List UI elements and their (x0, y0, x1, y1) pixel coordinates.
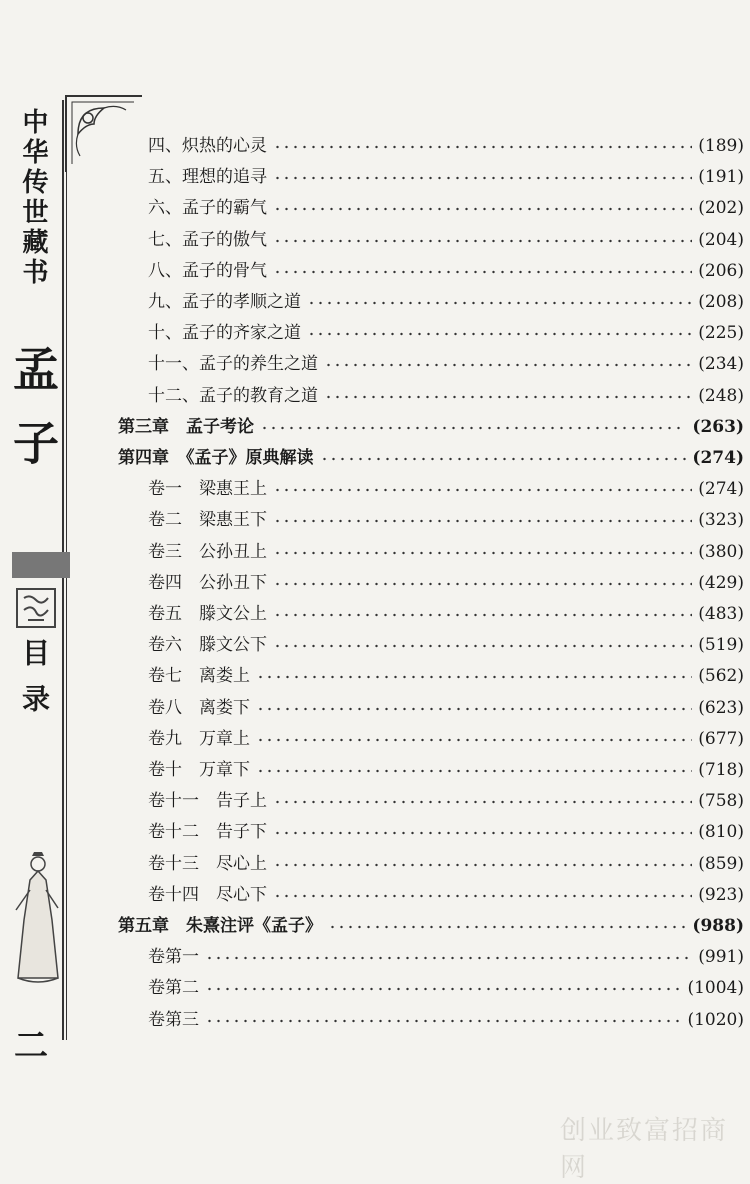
toc-entry (118, 688, 744, 718)
toc-entry (118, 188, 744, 218)
toc-entry-title: 第四章 《孟子》原典解读 (118, 448, 314, 468)
toc-entry-page: (859) (698, 853, 744, 874)
dot-leader (273, 643, 692, 649)
toc-entry-page: (483) (698, 604, 744, 624)
dot-leader (273, 550, 692, 556)
toc-entry-page: (923) (698, 884, 744, 905)
dot-leader (273, 487, 692, 493)
dot-leader (273, 862, 692, 868)
toc-entry-title: 十、孟子的齐家之道 (148, 323, 301, 344)
dot-leader (273, 893, 692, 899)
toc-entry-page: (988) (692, 916, 744, 936)
dot-leader (205, 1018, 681, 1024)
toc-entry-page: (991) (698, 947, 744, 968)
dot-leader (273, 175, 692, 181)
toc-entry (118, 251, 744, 281)
dot-leader (307, 300, 692, 306)
toc-entry-page: (562) (698, 666, 744, 687)
dot-leader (256, 706, 692, 712)
dot-leader (273, 612, 692, 618)
dot-leader (273, 206, 692, 212)
toc-entry-title: 卷第三 (148, 1009, 199, 1030)
toc-entry (118, 469, 744, 499)
toc-entry-page: (208) (698, 292, 744, 312)
toc-entry-page: (274) (692, 448, 744, 468)
toc-entry-page: (810) (698, 822, 744, 843)
toc-entry-title: 卷五 滕文公上 (148, 604, 267, 624)
toc-entry-page: (758) (698, 791, 744, 812)
toc-entry-title: 七、孟子的傲气 (148, 229, 267, 250)
toc-entry-page: (677) (698, 728, 744, 749)
dot-leader (256, 674, 692, 680)
toc-entry-page: (274) (698, 479, 744, 500)
grey-band (12, 552, 70, 578)
toc-entry (118, 719, 744, 749)
toc-entry-title: 卷十四 尽心下 (148, 884, 267, 905)
toc-entry-title: 五、理想的追寻 (148, 167, 267, 188)
dot-leader (260, 425, 686, 431)
toc-entry-title: 卷二 梁惠王下 (148, 510, 267, 531)
toc-entry (118, 1000, 744, 1030)
toc-entry-title: 卷九 万章上 (148, 728, 250, 749)
toc-entry (118, 220, 744, 250)
dot-leader (324, 394, 692, 400)
toc-entry (118, 282, 744, 312)
toc-entry (118, 781, 744, 811)
toc-entry-title: 卷七 离娄上 (148, 666, 250, 687)
toc-entry-page: (380) (698, 541, 744, 562)
toc-entry-page: (206) (698, 260, 744, 281)
dot-leader (205, 955, 692, 961)
dot-leader (273, 518, 692, 524)
toc-entry-title: 卷六 滕文公下 (148, 635, 267, 656)
dot-leader (307, 331, 692, 337)
toc-entry-page: (323) (698, 510, 744, 531)
toc-entry-title: 卷十二 告子下 (148, 822, 267, 843)
toc-entry (118, 968, 744, 998)
toc-entry-page: (623) (698, 697, 744, 718)
dot-leader (320, 456, 687, 462)
toc-entry-title: 卷一 梁惠王上 (148, 479, 267, 500)
dot-leader (256, 737, 692, 743)
toc-entry-page: (1020) (687, 1009, 744, 1030)
dot-leader (273, 269, 692, 275)
toc-entry-page: (204) (698, 229, 744, 250)
toc-entry-page: (248) (698, 385, 744, 406)
toc-entry-title: 十一、孟子的养生之道 (148, 354, 318, 375)
toc-entry-page: (225) (698, 323, 744, 344)
dot-leader (273, 238, 692, 244)
page-number: 二 (14, 1026, 48, 1066)
dot-leader (256, 768, 692, 774)
toc-entry (118, 563, 744, 593)
toc-entry-title: 卷第一 (148, 947, 199, 968)
toc-entry-title: 第三章 孟子考论 (118, 416, 254, 437)
dot-leader (273, 581, 692, 587)
toc-entry (118, 844, 744, 874)
toc-entry-title: 卷十三 尽心上 (148, 853, 267, 874)
toc-entry-title: 卷十 万章下 (148, 760, 250, 780)
sidebar (0, 0, 66, 1148)
toc-entry-page: (202) (698, 198, 744, 219)
toc-entry-page: (191) (698, 167, 744, 188)
toc-entry-title: 卷第二 (148, 978, 199, 999)
toc-entry (118, 750, 744, 780)
toc-entry-title: 六、孟子的霸气 (148, 198, 267, 219)
toc-entry (118, 937, 744, 967)
scholar-figure-icon (8, 850, 66, 990)
toc-entry-title: 四、炽热的心灵 (148, 136, 267, 156)
dot-leader (273, 830, 692, 836)
seal-icon (16, 588, 56, 628)
toc-entry-title: 卷十一 告子上 (148, 791, 267, 812)
toc-entry (118, 376, 744, 406)
toc-entry-page: (189) (698, 136, 744, 156)
toc-entry-title: 卷八 离娄下 (148, 697, 250, 718)
toc-entry (118, 157, 744, 187)
toc-entry (118, 313, 744, 343)
dot-leader (328, 924, 686, 930)
toc-entry (118, 438, 744, 468)
toc-entry-page: (263) (692, 416, 744, 437)
toc-entry (118, 812, 744, 842)
dot-leader (273, 144, 692, 150)
toc-entry-page: (1004) (687, 978, 744, 999)
dot-leader (324, 362, 692, 368)
toc-entry (118, 875, 744, 905)
toc-entry-title: 十二、孟子的教育之道 (148, 385, 318, 406)
toc-entry-title: 卷三 公孙丑上 (148, 541, 267, 562)
toc-entry-title: 九、孟子的孝顺之道 (148, 292, 301, 312)
dot-leader (205, 986, 681, 992)
toc-entry-page: (718) (698, 760, 744, 780)
toc-entry (118, 407, 744, 437)
section-label: 目录 (18, 638, 51, 730)
toc-entry-page: (519) (698, 635, 744, 656)
series-title: 中华传世藏书 (18, 108, 48, 288)
book-title: 孟子 (6, 345, 60, 493)
toc-entry-title: 卷四 公孙丑下 (148, 572, 267, 593)
toc-entry-page: (429) (698, 572, 744, 593)
toc-entry (118, 594, 744, 624)
toc-entry (118, 126, 744, 156)
toc-entry-title: 八、孟子的骨气 (148, 260, 267, 281)
toc-entry (118, 906, 744, 936)
toc-entry (118, 500, 744, 530)
toc-entry (118, 656, 744, 686)
toc-entry (118, 344, 744, 374)
toc-entry (118, 532, 744, 562)
toc-entry-page: (234) (698, 354, 744, 375)
toc-entry-title: 第五章 朱熹注评《孟子》 (118, 916, 322, 936)
watermark-text: 创业致富招商网 (560, 1116, 729, 1183)
dot-leader (273, 799, 692, 805)
toc-entry (118, 625, 744, 655)
